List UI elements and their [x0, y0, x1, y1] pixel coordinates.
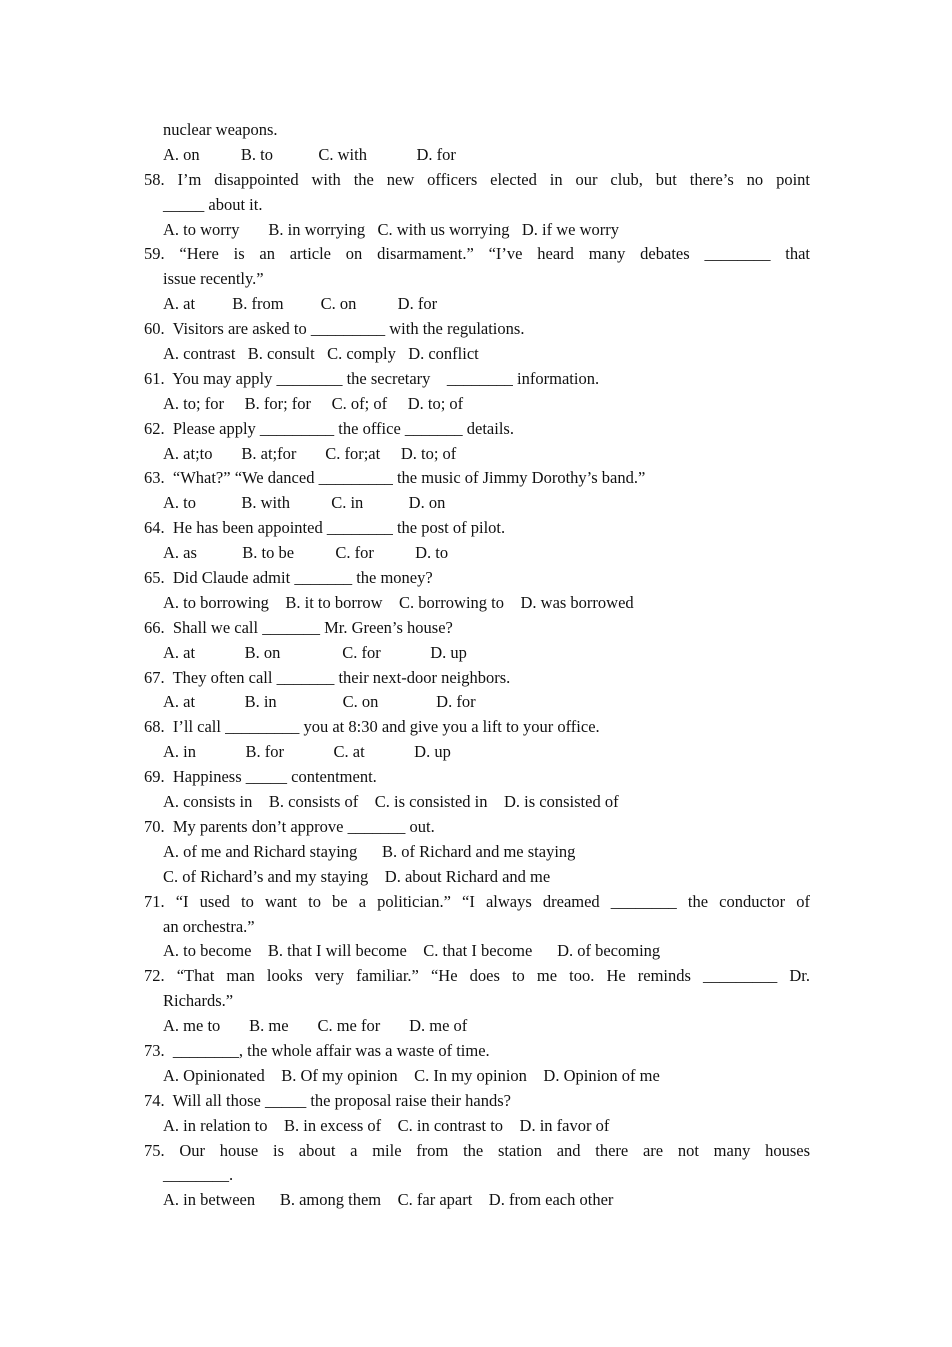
answer-options-line: A. at B. in C. on D. for [163, 692, 476, 712]
question-continuation-line: _____ about it. [163, 194, 263, 214]
question-continuation-line: an orchestra.” [163, 916, 255, 936]
question-line: 70. My parents don’t approve _______ out. [144, 816, 435, 836]
answer-options-line: A. to B. with C. in D. on [163, 493, 446, 513]
answer-options-line: C. of Richard’s and my staying D. about Richard and me [163, 866, 551, 886]
answer-options-line: A. of me and Richard staying B. of Richard and me staying [163, 841, 576, 861]
question-continuation-line: Richards.” [163, 991, 234, 1011]
question-line: 73. ________, the whole affair was a waste of time. [144, 1040, 490, 1060]
question-line: 75. Our house is about a mile from the station and there are not many houses [144, 1140, 810, 1160]
question-line: 64. He has been appointed ________ the post of pilot. [144, 518, 506, 538]
answer-options-line: A. in between B. among them C. far apart D. from each other [163, 1190, 614, 1210]
question-line: 71. “I used to want to be a politician.” “I always dreamed ________ the conductor of [144, 891, 810, 911]
answer-options-line: A. in B. for C. at D. up [163, 742, 451, 762]
answer-options-line: A. me to B. me C. me for D. me of [163, 1016, 468, 1036]
answer-options-line: A. contrast B. consult C. comply D. conflict [163, 344, 479, 364]
question-line: 59. “Here is an article on disarmament.” “I’ve heard many debates ________ that [144, 244, 810, 264]
answer-options-line: A. Opinionated B. Of my opinion C. In my opinion D. Opinion of me [163, 1065, 660, 1085]
question-line: 72. “That man looks very familiar.” “He does to me too. He reminds _________ Dr. [144, 966, 810, 986]
question-line: 60. Visitors are asked to _________ with the regulations. [144, 319, 525, 339]
question-line: 58. I’m disappointed with the new officers elected in our club, but there’s no point [144, 169, 810, 189]
question-line: 67. They often call _______ their next-door neighbors. [144, 667, 511, 687]
question-line: 74. Will all those _____ the proposal raise their hands? [144, 1090, 511, 1110]
exam-page [144, 118, 810, 1213]
answer-options-line: A. consists in B. consists of C. is consisted in D. is consisted of [163, 792, 619, 812]
answer-options-line: A. to; for B. for; for C. of; of D. to; of [163, 393, 464, 413]
question-continuation-line: issue recently.” [163, 269, 264, 289]
answer-options-line: A. at B. on C. for D. up [163, 642, 467, 662]
answer-options-line: A. at B. from C. on D. for [163, 294, 438, 314]
answer-options-line: A. in relation to B. in excess of C. in contrast to D. in favor of [163, 1115, 610, 1135]
answer-options-line: A. to worry B. in worrying C. with us worrying D. if we worry [163, 219, 619, 239]
question-line: 66. Shall we call _______ Mr. Green’s house? [144, 617, 453, 637]
question-line: 62. Please apply _________ the office _______ details. [144, 418, 514, 438]
answer-options-line: A. at;to B. at;for C. for;at D. to; of [163, 443, 457, 463]
question-line: 69. Happiness _____ contentment. [144, 767, 377, 787]
question-line: 68. I’ll call _________ you at 8:30 and give you a lift to your office. [144, 717, 600, 737]
question-line: 61. You may apply ________ the secretary ________ information. [144, 368, 600, 388]
question-line: 63. “What?” “We danced _________ the music of Jimmy Dorothy’s band.” [144, 468, 646, 488]
question-continuation-line: ________. [163, 1165, 234, 1185]
question-continuation-line: nuclear weapons. [163, 120, 278, 139]
answer-options-line: A. to borrowing B. it to borrow C. borrowing to D. was borrowed [163, 592, 634, 612]
answer-options-line: A. as B. to be C. for D. to [163, 543, 449, 563]
answer-options-line: A. to become B. that I will become C. that I become D. of becoming [163, 941, 661, 961]
answer-options-line: A. on B. to C. with D. for [163, 144, 456, 164]
question-line: 65. Did Claude admit _______ the money? [144, 568, 433, 588]
